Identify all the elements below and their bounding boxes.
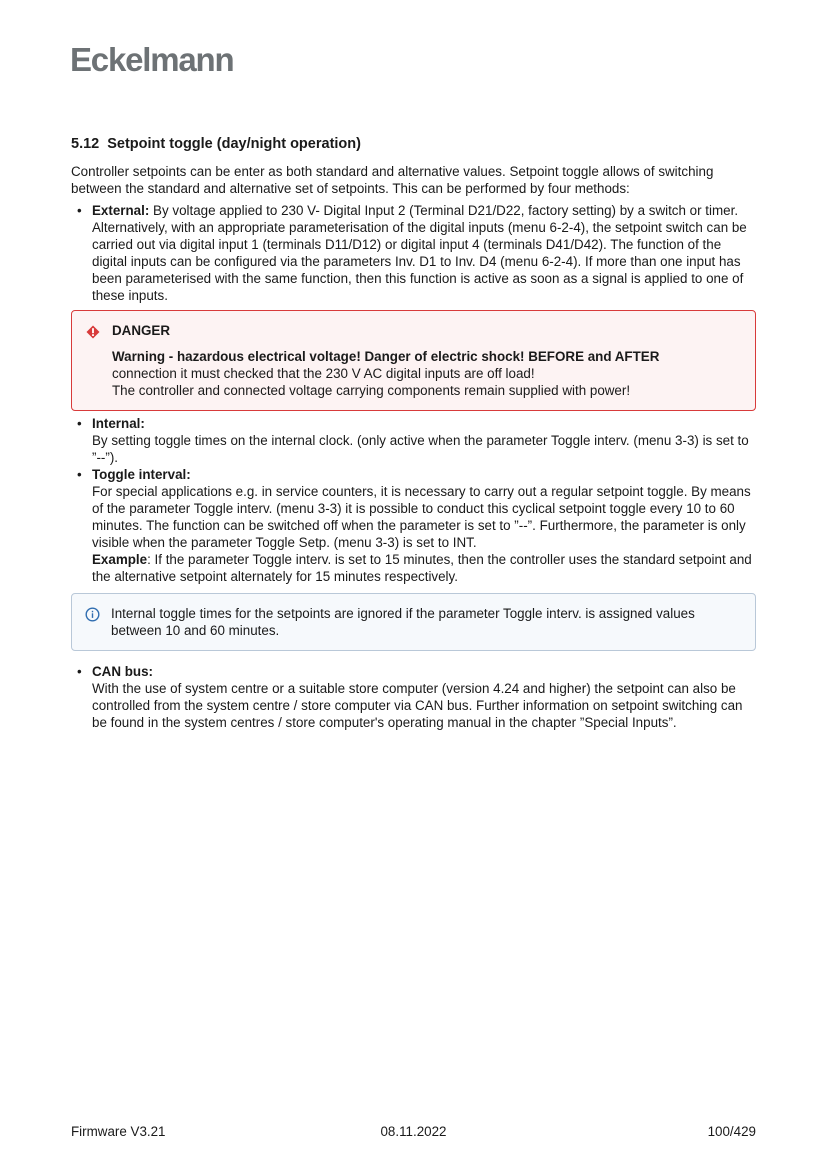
info-circle-icon <box>85 607 100 622</box>
example-label: Example <box>92 552 148 567</box>
danger-line-3: The controller and connected voltage carrying components remain supplied with power! <box>112 383 631 398</box>
list-item-toggle-interval <box>71 466 756 585</box>
method-list <box>71 202 756 304</box>
danger-notice <box>71 310 756 411</box>
section-title: Setpoint toggle (day/night operation) <box>107 136 361 152</box>
example-text: : If the parameter Toggle interv. is set to 15 minutes, then the controller uses the standard setpoint and the alternative setpoint alternately for 15 minutes respectively. <box>92 552 752 584</box>
external-label: External: <box>92 203 150 218</box>
danger-title: DANGER <box>112 323 171 338</box>
can-bus-text: With the use of system centre or a suitable store computer (version 4.24 and higher) the setpoint can also be controlled from the system centre / store computer via CAN bus. Further information on setpoint switching can be found in the system centres / store computer's operating manual in the chapter ”Special Inputs”. <box>92 681 743 730</box>
danger-diamond-icon <box>86 325 100 339</box>
footer-date: 08.11.2022 <box>380 1124 447 1139</box>
page-footer <box>71 1123 756 1141</box>
list-item-external <box>71 202 756 304</box>
method-list-continued <box>71 415 756 585</box>
info-text: Internal toggle times for the setpoints are ignored if the parameter Toggle interv. is assigned values between 10 and 60 minutes. <box>111 606 695 638</box>
section-heading <box>71 135 756 153</box>
info-notice <box>71 593 756 651</box>
list-item-can-bus <box>71 663 756 731</box>
external-text: By voltage applied to 230 V- Digital Input 2 (Terminal D21/D22, factory setting) by a switch or timer. Alternatively, with an appropriate parameterisation of the digital inputs (menu 6-2-4), the setpoint switch can be carried out via digital input 1 (terminals D11/D12) or digital input 4 (terminals D41/D42). The function of the digital inputs can be configured via the parameters Inv. D1 to Inv. D4 (menu 6-2-4). If more than one input has been parameterised with the same function, then this function is active as soon as a signal is applied to one of these inputs. <box>92 203 747 303</box>
footer-firmware: Firmware V3.21 <box>71 1124 166 1139</box>
method-list-final <box>71 663 756 731</box>
can-bus-label: CAN bus: <box>92 664 153 679</box>
section-number: 5.12 <box>71 136 100 152</box>
danger-warning-text: Warning - hazardous electrical voltage! Danger of electric shock! BEFORE and AFTER <box>112 349 660 364</box>
eckelmann-logo: Eckelmann <box>70 41 234 78</box>
danger-bold-line <box>112 348 743 365</box>
intro-paragraph: Controller setpoints can be enter as both standard and alternative values. Setpoint toggle allows of switching between the standard and alternative set of setpoints. This can be performed by four methods: <box>71 164 714 196</box>
internal-label: Internal: <box>92 416 145 431</box>
toggle-interval-label: Toggle interval: <box>92 467 191 482</box>
list-item-internal <box>71 415 756 466</box>
toggle-interval-text: For special applications e.g. in service counters, it is necessary to carry out a regular setpoint toggle. By means of the parameter Toggle interv. (menu 3-3) it is possible to conduct this cyclical setpoint toggle every 10 to 60 minutes. The function can be switched off when the parameter is set to ”--”. Furthermore, the parameter is only visible when the parameter Toggle Setp. (menu 3-3) is set to INT. <box>92 484 751 550</box>
danger-line-2: connection it must checked that the 230 V AC digital inputs are off load! <box>112 366 535 381</box>
internal-text: By setting toggle times on the internal clock. (only active when the parameter Toggle interv. (menu 3-3) is set to ”--”). <box>92 433 749 465</box>
page-content <box>71 135 756 731</box>
footer-page-number: 100/429 <box>707 1124 756 1139</box>
